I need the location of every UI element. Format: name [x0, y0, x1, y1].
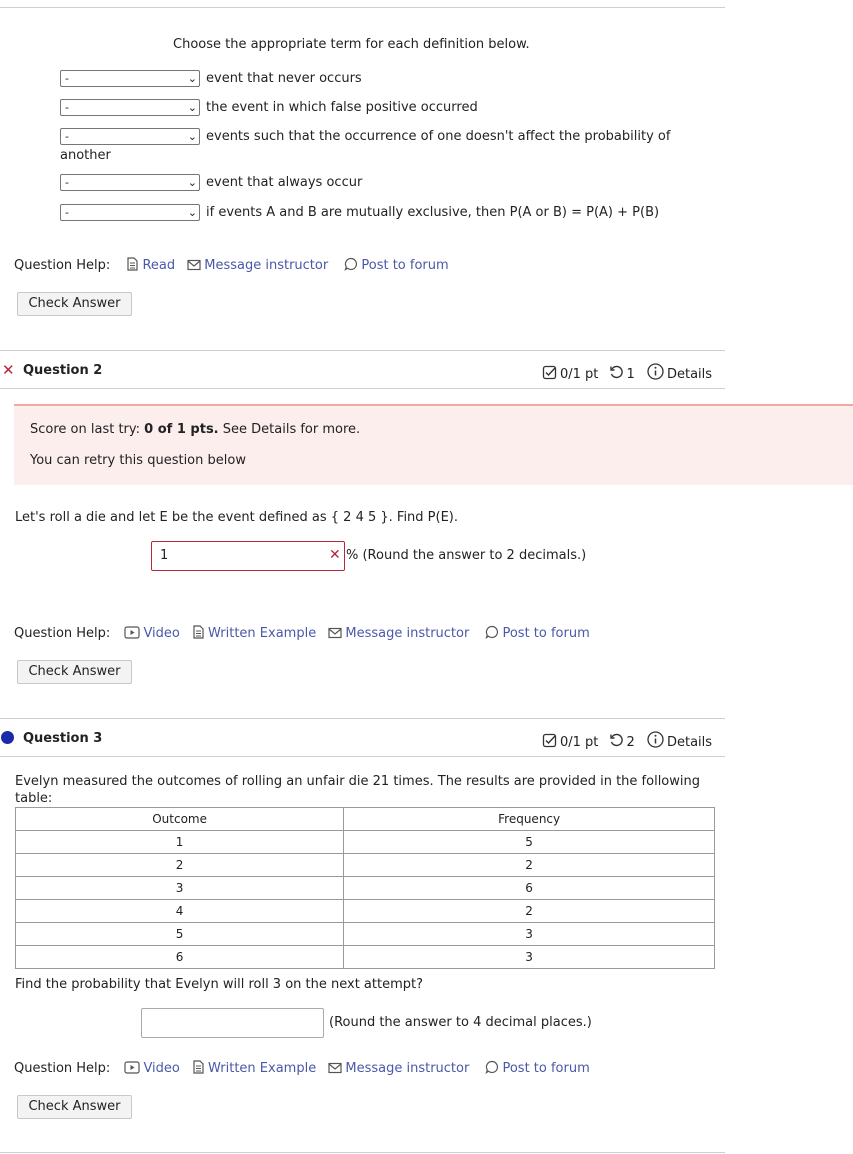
document-icon [192, 625, 205, 639]
definition-3-wrap: another [60, 148, 111, 163]
document-icon [192, 1060, 205, 1074]
speech-bubble-icon [485, 1060, 499, 1074]
message-instructor-link[interactable]: Message instructor [328, 626, 469, 641]
answer-input[interactable] [141, 1008, 324, 1038]
question-3-prompt: Find the probability that Evelyn will roll 3 on the next attempt? [15, 977, 424, 992]
question-2-title: Question 2 [23, 363, 103, 378]
retry-count: 1 [626, 367, 635, 382]
term-select-2[interactable]: - ⌄ [60, 99, 200, 116]
post-to-forum-link[interactable]: Post to forum [485, 1061, 589, 1076]
answer-hint: (Round the answer to 4 decimal places.) [329, 1015, 592, 1030]
divider [0, 1152, 725, 1153]
question-3-title: Question 3 [23, 731, 103, 746]
outcome-cell: 3 [16, 877, 344, 900]
divider [0, 718, 725, 719]
info-icon [647, 731, 664, 748]
term-select-5[interactable]: - ⌄ [60, 204, 200, 221]
speech-bubble-icon [485, 625, 499, 639]
question-help [14, 625, 590, 641]
divider [0, 388, 725, 389]
check-answer-button[interactable]: Check Answer [17, 292, 132, 316]
frequency-cell: 3 [344, 923, 715, 946]
question-help [14, 1060, 590, 1076]
written-example-link[interactable]: Written Example [192, 626, 316, 641]
retry-notice [14, 404, 853, 485]
table-row [16, 946, 715, 969]
q1-instruction: Choose the appropriate term for each definition below. [173, 37, 530, 52]
term-select-1[interactable]: - ⌄ [60, 70, 200, 87]
divider [0, 7, 725, 8]
term-select-4[interactable]: - ⌄ [60, 174, 200, 191]
read-link[interactable]: Read [126, 258, 175, 273]
question-2-meta [542, 363, 712, 382]
frequency-cell: 2 [344, 900, 715, 923]
question-help-label: Question Help: [14, 1061, 111, 1076]
definition-5: if events A and B are mutually exclusive, then P(A or B) = P(A) + P(B) [206, 205, 660, 220]
frequency-cell: 5 [344, 831, 715, 854]
video-icon [124, 1061, 140, 1074]
checkbox-icon [542, 733, 557, 748]
definition-1: event that never occurs [206, 71, 362, 86]
column-header-outcome: Outcome [16, 808, 344, 831]
question-2-text: Let's roll a die and let E be the event defined as { 2 4 5 }. Find P(E). [15, 510, 459, 525]
table-row [16, 900, 715, 923]
checkbox-icon [542, 365, 557, 380]
details-link[interactable]: Details [647, 367, 712, 382]
answer-hint: % (Round the answer to 2 decimals.) [346, 548, 587, 563]
info-icon [647, 363, 664, 380]
post-to-forum-link[interactable]: Post to forum [344, 258, 448, 273]
outcome-cell: 6 [16, 946, 344, 969]
column-header-frequency: Frequency [344, 808, 715, 831]
frequency-table [15, 807, 715, 969]
score-points: 0/1 pt [560, 367, 599, 382]
definition-3: events such that the occurrence of one doesn't affect the probability of [206, 129, 671, 144]
mail-icon [328, 1062, 342, 1074]
current-question-dot-icon [1, 731, 14, 744]
mail-icon [187, 259, 201, 271]
question-3-text-line2: table: [15, 791, 53, 806]
chevron-down-icon: ⌄ [187, 101, 197, 114]
outcome-cell: 5 [16, 923, 344, 946]
term-select-3[interactable]: - ⌄ [60, 128, 200, 145]
score-last-try: Score on last try: 0 of 1 pts. See Details for more. [30, 422, 361, 437]
question-help [14, 257, 449, 273]
divider [0, 756, 725, 757]
frequency-cell: 2 [344, 854, 715, 877]
question-help-label: Question Help: [14, 258, 111, 273]
chevron-down-icon: ⌄ [187, 206, 197, 219]
check-answer-button[interactable]: Check Answer [17, 1095, 132, 1119]
video-icon [124, 626, 140, 639]
table-row [16, 831, 715, 854]
question-3-text-line1: Evelyn measured the outcomes of rolling an unfair die 21 times. The results are provided in the following [15, 774, 700, 789]
post-to-forum-link[interactable]: Post to forum [485, 626, 589, 641]
mail-icon [328, 627, 342, 639]
retry-text: You can retry this question below [30, 453, 246, 468]
video-link[interactable]: Video [124, 626, 179, 641]
document-icon [126, 257, 139, 271]
chevron-down-icon: ⌄ [187, 72, 197, 85]
answer-input[interactable]: 1 [151, 541, 345, 571]
divider [0, 350, 725, 351]
frequency-cell: 6 [344, 877, 715, 900]
message-instructor-link[interactable]: Message instructor [187, 258, 328, 273]
written-example-link[interactable]: Written Example [192, 1061, 316, 1076]
check-answer-button[interactable]: Check Answer [17, 660, 132, 684]
table-row [16, 854, 715, 877]
incorrect-x-icon: ✕ [329, 547, 341, 563]
retry-count: 2 [626, 735, 635, 750]
retry-icon [609, 365, 624, 380]
incorrect-x-icon: ✕ [2, 361, 15, 379]
retry-icon [609, 733, 624, 748]
video-link[interactable]: Video [124, 1061, 179, 1076]
chevron-down-icon: ⌄ [187, 130, 197, 143]
details-link[interactable]: Details [647, 735, 712, 750]
table-row [16, 923, 715, 946]
definition-2: the event in which false positive occurred [206, 100, 478, 115]
outcome-cell: 4 [16, 900, 344, 923]
message-instructor-link[interactable]: Message instructor [328, 1061, 469, 1076]
question-3-meta [542, 731, 712, 750]
speech-bubble-icon [344, 257, 358, 271]
outcome-cell: 1 [16, 831, 344, 854]
table-header-row [16, 808, 715, 831]
frequency-cell: 3 [344, 946, 715, 969]
question-help-label: Question Help: [14, 626, 111, 641]
outcome-cell: 2 [16, 854, 344, 877]
chevron-down-icon: ⌄ [187, 176, 197, 189]
definition-4: event that always occur [206, 175, 363, 190]
score-points: 0/1 pt [560, 735, 599, 750]
table-row [16, 877, 715, 900]
